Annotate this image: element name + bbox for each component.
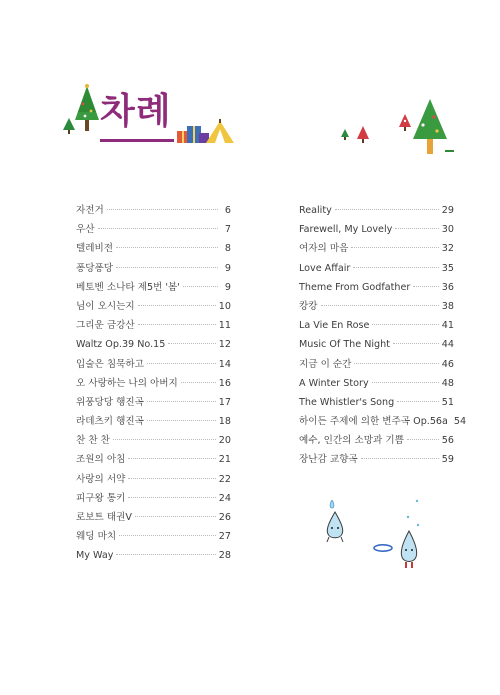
toc-entry-title: A Winter Story (299, 377, 369, 389)
small-red-tree-icon (398, 113, 412, 132)
toc-entry-page: 22 (218, 473, 231, 485)
toc-entry (299, 201, 454, 220)
toc-leader-dots (119, 535, 216, 536)
toc-entry-title: 우산 (76, 224, 95, 236)
toc-entry (76, 546, 231, 565)
toc-entry (76, 355, 231, 374)
toc-leader-dots (113, 439, 216, 440)
toc-entry (299, 316, 454, 335)
toc-entry (76, 259, 231, 278)
toc-leader-dots (116, 267, 218, 268)
toc-entry-page: 54 (453, 416, 467, 428)
toc-entry-title: 지금 이 순간 (299, 358, 352, 370)
toc-entry-page: 30 (441, 224, 454, 236)
small-red-tree-icon (356, 125, 370, 144)
toc-entry-page: 9 (224, 262, 231, 274)
toc-entry-title: 입술은 침묵하고 (76, 358, 144, 370)
toc-entry (76, 527, 231, 546)
toc-entry-page: 56 (441, 435, 454, 447)
toc-leader-dots (181, 382, 216, 383)
toc-entry-title: Reality (299, 205, 332, 216)
toc-entry-title: Music Of The Night (299, 339, 390, 351)
green-dash (445, 150, 454, 152)
toc-entry (299, 297, 454, 316)
toc-entry-page: 18 (218, 416, 231, 428)
toc-entry (76, 297, 231, 316)
toc-entry (299, 393, 454, 412)
water-drop-character-icon (322, 500, 348, 546)
toc-entry-title: 로보트 태권V (76, 512, 132, 523)
toc-entry-title: 그리운 금강산 (76, 320, 135, 332)
toc-leader-dots (98, 228, 218, 229)
toc-entry-title: 자전거 (76, 205, 104, 216)
toc-entry (76, 508, 231, 527)
toc-entry (299, 374, 454, 393)
toc-entry (299, 412, 467, 431)
toc-entry-page: 51 (441, 396, 454, 408)
toc-entry (76, 239, 231, 258)
toc-leader-dots (168, 343, 215, 344)
toc-entry-title: 베토벤 소나타 제5번 '봄' (76, 281, 180, 293)
toc-entry-title: 장난감 교향곡 (299, 454, 358, 466)
toc-entry-title: 텔레비전 (76, 243, 114, 255)
toc-leader-dots (147, 420, 216, 421)
toc-entry-title: 사랑의 서약 (76, 473, 126, 485)
toc-entry (76, 335, 231, 354)
toc-leader-dots (372, 382, 439, 383)
toc-leader-dots (372, 324, 438, 325)
toc-entry-page: 12 (218, 339, 231, 351)
toc-leader-dots (128, 497, 215, 498)
toc-leader-dots (116, 554, 215, 555)
toc-entry-page: 21 (218, 454, 231, 466)
toc-entry-page: 27 (218, 531, 231, 543)
toc-leader-dots (128, 478, 215, 479)
toc-leader-dots (393, 343, 439, 344)
toc-leader-dots (397, 401, 439, 402)
toc-entry (76, 489, 231, 508)
sparkle-dots-icon (400, 498, 430, 528)
toc-leader-dots (361, 458, 439, 459)
toc-leader-dots (183, 286, 218, 287)
toc-entry-title: 조원의 아침 (76, 454, 126, 466)
toc-entry (76, 431, 231, 450)
toc-entry (76, 470, 231, 489)
toc-entry-page: 44 (441, 339, 454, 351)
toc-entry-page: 7 (224, 224, 231, 236)
toc-entry-title: 캉캉 (299, 300, 318, 312)
toc-entry (299, 278, 454, 297)
toc-entry (76, 220, 231, 239)
toc-entry-page: 48 (441, 377, 454, 389)
toc-entry-page: 29 (441, 205, 454, 216)
toc-leader-dots (353, 267, 438, 268)
toc-entry-page: 6 (224, 205, 231, 216)
page-title: 차례 (100, 91, 172, 132)
title-underline (100, 139, 174, 142)
toc-entry-page: 20 (218, 435, 231, 447)
toc-leader-dots (107, 209, 218, 210)
toc-entry-page: 11 (218, 320, 231, 332)
header (0, 0, 500, 170)
toc-entry-title: Waltz Op.39 No.15 (76, 339, 166, 351)
toc-leader-dots (138, 324, 216, 325)
toc-entry (299, 220, 454, 239)
toc-entry-title: My Way (76, 550, 114, 562)
toc-entry-page: 59 (441, 454, 454, 466)
toc-entry-title: 웨딩 마치 (76, 531, 117, 543)
toc-entry-page: 38 (441, 300, 454, 312)
toc-entry-page: 46 (441, 358, 454, 370)
toc-leader-dots (407, 439, 439, 440)
toc-leader-dots (147, 401, 216, 402)
toc-entry (299, 335, 454, 354)
toc-entry (76, 450, 231, 469)
water-drop-character-icon (396, 530, 422, 570)
toc-entry-title: Farewell, My Lovely (299, 224, 393, 236)
toc-entry-page: 14 (218, 358, 231, 370)
toc-entry-page: 32 (441, 243, 454, 255)
toc-entry (299, 450, 454, 469)
toc-entry (76, 316, 231, 335)
toc-entry-title: 예수, 인간의 소망과 기쁨 (299, 435, 404, 447)
toc-entry (76, 374, 231, 393)
toc-entry-title: Love Affair (299, 262, 351, 274)
toc-entry-title: 하이든 주제에 의한 변주곡 Op.56a (299, 416, 448, 428)
toc-entry-title: 퐁당퐁당 (76, 262, 114, 274)
small-tree-icon (340, 128, 350, 141)
toc-entry-title: Theme From Godfather (299, 281, 411, 293)
toc-entry (299, 259, 454, 278)
toc-entry-page: 24 (218, 492, 231, 504)
toc-entry-page: 26 (218, 512, 231, 523)
toc-leader-dots (354, 363, 438, 364)
puddle-icon (372, 543, 394, 553)
toc-entry-title: 여자의 마음 (299, 243, 349, 255)
toc-entry-title: La Vie En Rose (299, 320, 370, 332)
toc-leader-dots (395, 228, 438, 229)
toc-entry-title: 라데츠키 행진곡 (76, 416, 144, 428)
toc-leader-dots (147, 363, 216, 364)
toc-entry-title: 위풍당당 행진곡 (76, 396, 144, 408)
toc-leader-dots (138, 305, 216, 306)
toc-leader-dots (116, 247, 218, 248)
toc-leader-dots (321, 305, 439, 306)
toc-entry-title: 찬 찬 찬 (76, 435, 110, 447)
tree-icon (74, 84, 100, 132)
toc-right-column (299, 201, 467, 470)
toc-entry (299, 355, 454, 374)
toc-leader-dots (335, 209, 439, 210)
tree-icon (412, 97, 448, 155)
toc-entry-page: 28 (218, 550, 231, 562)
toc-entry-title: 님이 오시는지 (76, 300, 135, 312)
toc-entry-title: 피구왕 통키 (76, 492, 126, 504)
toc-entry-page: 8 (224, 243, 231, 255)
toc-entry (299, 431, 454, 450)
toc-leader-dots (413, 286, 438, 287)
toc-entry-title: The Whistler's Song (299, 396, 395, 408)
toc-leader-dots (135, 516, 216, 517)
toc-entry-page: 16 (218, 377, 231, 389)
toc-entry-page: 41 (441, 320, 454, 332)
toc-entry (76, 278, 231, 297)
toc-entry-page: 9 (224, 281, 231, 293)
toc-leader-dots (128, 458, 215, 459)
tent-icon (205, 119, 235, 145)
toc-entry-page: 10 (218, 300, 231, 312)
toc-entry-page: 35 (441, 262, 454, 274)
toc-entry (76, 393, 231, 412)
toc-entry (76, 201, 231, 220)
toc-left-column (76, 201, 231, 566)
toc-leader-dots (351, 247, 438, 248)
toc-entry-title: 오 사랑하는 나의 아버지 (76, 377, 178, 389)
toc-entry-page: 17 (218, 396, 231, 408)
toc-entry (299, 239, 454, 258)
toc-entry-page: 36 (441, 281, 454, 293)
toc-entry (76, 412, 231, 431)
